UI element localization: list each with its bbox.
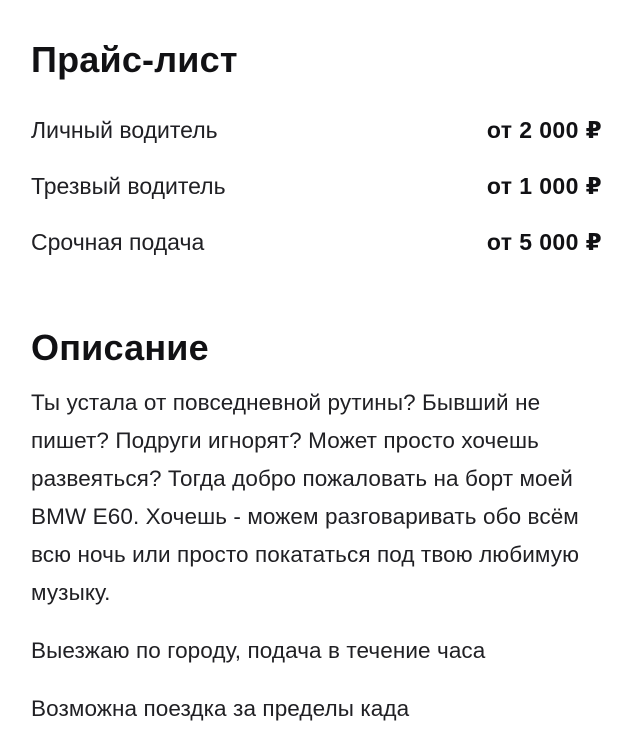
price-list-title: Прайс-лист — [31, 39, 238, 80]
price-item-name: Личный водитель — [31, 116, 218, 143]
description-paragraph-trips: Возможна поездка за пределы када — [31, 696, 410, 721]
description-paragraph-area: Выезжаю по городу, подача в течение часа — [31, 638, 486, 663]
description-title: Описание — [31, 327, 209, 368]
price-row-personal-driver — [31, 102, 602, 158]
price-item-value: от 1 000 ₽ — [486, 172, 602, 199]
price-row-urgent-pickup — [31, 214, 602, 270]
price-list — [31, 102, 602, 270]
description-paragraph-main: Ты устала от повседневной рутины? Бывший не пишет? Подруги игнорят? Может просто хочешь развеяться? Тогда добро пожаловать на борт моей BMW E60. Хочешь - можем разговаривать обо всём всю ночь или просто покататься под твою любимую музыку. — [31, 390, 580, 605]
price-item-name: Трезвый водитель — [31, 172, 226, 199]
price-item-name: Срочная подача — [31, 228, 205, 255]
price-item-value: от 5 000 ₽ — [486, 228, 602, 255]
price-item-value: от 2 000 ₽ — [486, 116, 602, 143]
price-row-sober-driver — [31, 158, 602, 214]
